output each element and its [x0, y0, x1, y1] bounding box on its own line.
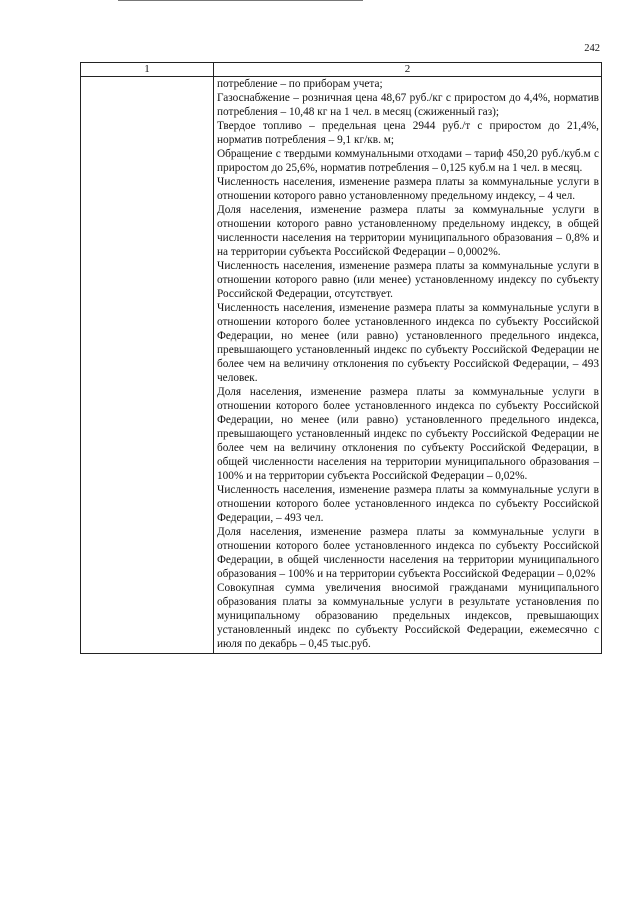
paragraph-share-above-index: Доля населения, изменение размера платы за коммунальные услуги в отношении которого более установленного индекса по субъекту Российской Федерации, в общей численности населения на территории муниципального образования – 100% и на территории субъекта Российской Федерации – 0,02% — [217, 526, 599, 580]
paragraph-population-above-index: Численность населения, изменение размера платы за коммунальные услуги в отношении которого более установленного индекса по субъекту Российской Федерации, – 493 чел. — [217, 484, 599, 524]
scan-edge-line — [118, 0, 363, 1]
paragraph-population-below-index: Численность населения, изменение размера платы за коммунальные услуги в отношении которого равно (или менее) установленному индексу по субъекту Российской Федерации, отсутствует. — [217, 260, 599, 300]
paragraph-total-increase-sum: Совокупная сумма увеличения вносимой гражданами муниципального образования платы за коммунальные услуги в результате установления по муниципальному образованию предельных индексов, превышающих установленный индекс по субъекту Российской Федерации, ежемесячно с июля по декабрь – 0,45 тыс.руб. — [217, 582, 599, 650]
document-table — [80, 62, 602, 654]
paragraph-solid-fuel: Твердое топливо – предельная цена 2944 руб./т с приростом до 21,4%, норматив потребления – 9,1 кг/кв. м; — [217, 120, 599, 146]
page-number: 242 — [584, 43, 600, 54]
column-1-cell — [81, 77, 214, 654]
column-2-cell — [214, 77, 602, 654]
paragraph-gas-supply: Газоснабжение – розничная цена 48,67 руб./кг с приростом до 4,4%, норматив потребления – 10,48 кг на 1 чел. в месяц (сжиженный газ); — [217, 92, 599, 118]
table-body-row — [81, 77, 602, 654]
column-header-1: 1 — [81, 63, 214, 77]
column-header-2: 2 — [214, 63, 602, 77]
paragraph-population-equal-limit: Численность населения, изменение размера платы за коммунальные услуги в отношении которого равно установленному предельному индексу, – 4 чел. — [217, 176, 599, 202]
paragraph-share-equal-limit: Доля населения, изменение размера платы за коммунальные услуги в отношении которого равно установленному предельному индексу, в общей численности населения на территории муниципального образования – 0,8% и на территории субъекта Российской Федерации – 0,0002%. — [217, 204, 599, 258]
table-header-row — [81, 63, 602, 77]
paragraph-metering: потребление – по приборам учета; — [217, 78, 383, 90]
paragraph-share-within-deviation: Доля населения, изменение размера платы за коммунальные услуги в отношении которого более установленного индекса по субъекту Российской Федерации, но менее (или равно) установленного предельного индекса, превышающего установленный индекс по субъекту Российской Федерации не более чем на величину отклонения по субъекту Российской Федерации, в общей численности населения на территории муниципального образования – 100% и на территории субъекта Российской Федерации – 0,02%. — [217, 386, 599, 482]
paragraph-solid-waste: Обращение с твердыми коммунальными отходами – тариф 450,20 руб./куб.м с приростом до 25,6%, норматив потребления – 0,125 куб.м на 1 чел. в месяц. — [217, 148, 599, 174]
paragraph-population-within-deviation: Численность населения, изменение размера платы за коммунальные услуги в отношении которого более установленного индекса по субъекту Российской Федерации, но менее (или равно) установленного предельного индекса, превышающего установленный индекс по субъекту Российской Федерации не более чем на величину отклонения по субъекту Российской Федерации, – 493 человек. — [217, 302, 599, 384]
